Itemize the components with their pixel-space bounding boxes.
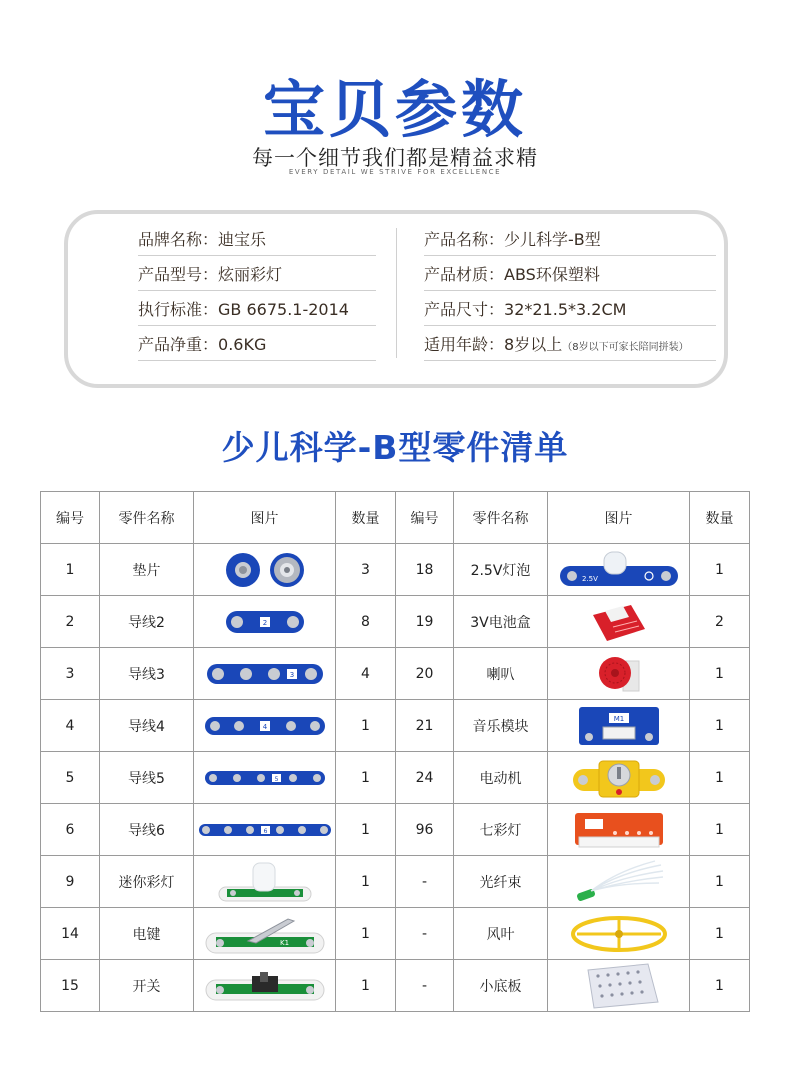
part-quantity: 1 xyxy=(690,960,750,1012)
part-image xyxy=(548,596,690,648)
param-label: 产品名称： xyxy=(424,230,505,249)
part-number: - xyxy=(396,856,454,908)
part-quantity: 1 xyxy=(336,908,396,960)
part-image xyxy=(194,648,336,700)
part-number: 19 xyxy=(396,596,454,648)
part-name: 导线6 xyxy=(100,804,194,856)
battery-box-icon xyxy=(579,599,659,645)
param-age xyxy=(424,332,716,361)
part-quantity: 1 xyxy=(336,960,396,1012)
table-row xyxy=(41,596,750,648)
part-image xyxy=(548,648,690,700)
table-row xyxy=(41,856,750,908)
part-image xyxy=(194,908,336,960)
part-quantity: 1 xyxy=(336,804,396,856)
header-cell: 数量 xyxy=(336,492,396,544)
key-label: K1 xyxy=(279,938,289,947)
part-quantity: 1 xyxy=(690,908,750,960)
part-name: 3V电池盒 xyxy=(454,596,548,648)
part-image xyxy=(194,700,336,752)
table-row xyxy=(41,700,750,752)
page-subtitle: 每一个细节我们都是精益求精 xyxy=(252,146,538,170)
mini-light-icon xyxy=(213,859,317,905)
part-quantity: 1 xyxy=(690,700,750,752)
table-row xyxy=(41,804,750,856)
part-number: 20 xyxy=(396,648,454,700)
part-name: 开关 xyxy=(100,960,194,1012)
param-value: 炫丽彩灯 xyxy=(218,265,283,284)
fiber-optic-icon xyxy=(569,859,669,905)
param-value: 0.6KG xyxy=(218,335,267,354)
param-label: 执行标准： xyxy=(138,300,219,319)
part-number: 15 xyxy=(41,960,100,1012)
part-quantity: 3 xyxy=(336,544,396,596)
part-quantity: 1 xyxy=(336,856,396,908)
bulb-icon xyxy=(554,548,684,592)
param-value: 8岁以上 xyxy=(504,335,563,354)
param-value: 32*21.5*3.2CM xyxy=(504,300,627,319)
part-number: 9 xyxy=(41,856,100,908)
header-cell: 图片 xyxy=(194,492,336,544)
part-quantity: 8 xyxy=(336,596,396,648)
part-image xyxy=(548,700,690,752)
part-quantity: 1 xyxy=(690,648,750,700)
motor-icon xyxy=(569,755,669,801)
param-product-name xyxy=(424,227,716,256)
header-cell: 图片 xyxy=(548,492,690,544)
part-name: 导线4 xyxy=(100,700,194,752)
header-cell: 编号 xyxy=(396,492,454,544)
part-quantity: 4 xyxy=(336,648,396,700)
param-standard xyxy=(138,297,376,326)
parts-table xyxy=(40,491,750,1012)
part-number: 5 xyxy=(41,752,100,804)
table-row xyxy=(41,960,750,1012)
param-label: 产品型号： xyxy=(138,265,219,284)
part-quantity: 1 xyxy=(690,544,750,596)
part-quantity: 1 xyxy=(690,752,750,804)
part-number: 24 xyxy=(396,752,454,804)
part-name: 光纤束 xyxy=(454,856,548,908)
table-row xyxy=(41,908,750,960)
wire-label: 3 xyxy=(289,670,294,679)
part-name: 电键 xyxy=(100,908,194,960)
header-cell: 数量 xyxy=(690,492,750,544)
part-quantity: 1 xyxy=(690,856,750,908)
param-value: 少儿科学-B型 xyxy=(504,230,601,249)
part-quantity: 1 xyxy=(336,752,396,804)
fan-blade-icon xyxy=(569,911,669,957)
table-row xyxy=(41,648,750,700)
part-name: 导线3 xyxy=(100,648,194,700)
part-number: 4 xyxy=(41,700,100,752)
seven-color-light-icon xyxy=(569,807,669,853)
param-brand xyxy=(138,227,376,256)
header-cell: 零件名称 xyxy=(454,492,548,544)
base-board-icon xyxy=(574,962,664,1010)
part-number: - xyxy=(396,960,454,1012)
part-number: 96 xyxy=(396,804,454,856)
part-quantity: 1 xyxy=(690,804,750,856)
param-value: ABS环保塑料 xyxy=(504,265,600,284)
param-note: （8岁以下可家长陪同拼装） xyxy=(562,342,689,353)
part-number: 1 xyxy=(41,544,100,596)
part-name: 迷你彩灯 xyxy=(100,856,194,908)
header-cell: 零件名称 xyxy=(100,492,194,544)
wire-3-icon xyxy=(203,654,327,694)
wire-label: 4 xyxy=(262,722,267,731)
header-cell: 编号 xyxy=(41,492,100,544)
part-number: - xyxy=(396,908,454,960)
wire-5-icon xyxy=(201,758,329,798)
speaker-icon xyxy=(579,651,659,697)
part-name: 2.5V灯泡 xyxy=(454,544,548,596)
part-number: 2 xyxy=(41,596,100,648)
param-size xyxy=(424,297,716,326)
bulb-label: 2.5V xyxy=(581,574,598,583)
part-image xyxy=(194,960,336,1012)
wire-6-icon xyxy=(197,810,333,850)
param-material xyxy=(424,262,716,291)
part-name: 垫片 xyxy=(100,544,194,596)
part-name: 导线5 xyxy=(100,752,194,804)
music-label: M1 xyxy=(613,714,624,723)
page-title: 宝贝参数 xyxy=(262,73,527,146)
part-image xyxy=(548,856,690,908)
part-name: 音乐模块 xyxy=(454,700,548,752)
part-name: 喇叭 xyxy=(454,648,548,700)
param-value: GB 6675.1-2014 xyxy=(218,300,349,319)
param-label: 产品尺寸： xyxy=(424,300,505,319)
part-image xyxy=(194,752,336,804)
part-number: 3 xyxy=(41,648,100,700)
part-quantity: 1 xyxy=(336,700,396,752)
wire-label: 5 xyxy=(274,775,278,783)
switch-icon xyxy=(202,964,328,1008)
param-label: 产品净重： xyxy=(138,335,219,354)
part-image xyxy=(548,804,690,856)
part-name: 导线2 xyxy=(100,596,194,648)
press-key-icon xyxy=(202,911,328,957)
param-model xyxy=(138,262,376,291)
music-module-icon xyxy=(571,703,667,749)
part-image xyxy=(194,804,336,856)
part-image xyxy=(548,752,690,804)
part-quantity: 2 xyxy=(690,596,750,648)
part-image xyxy=(194,856,336,908)
param-label: 产品材质： xyxy=(424,265,505,284)
part-image xyxy=(194,544,336,596)
table-row xyxy=(41,544,750,596)
table-header-row xyxy=(41,492,750,544)
parts-list-title: 少儿科学-B型零件清单 xyxy=(221,428,569,467)
part-image xyxy=(548,960,690,1012)
param-label: 品牌名称： xyxy=(138,230,219,249)
page-subtitle-english: EVERY DETAIL WE STRIVE FOR EXCELLENCE xyxy=(288,168,502,176)
part-number: 6 xyxy=(41,804,100,856)
wire-label: 2 xyxy=(262,618,267,627)
part-image xyxy=(548,908,690,960)
wire-2-icon xyxy=(220,602,310,642)
wire-4-icon xyxy=(201,706,329,746)
param-label: 适用年龄： xyxy=(424,335,505,354)
part-name: 小底板 xyxy=(454,960,548,1012)
part-number: 14 xyxy=(41,908,100,960)
part-number: 21 xyxy=(396,700,454,752)
parameter-divider xyxy=(396,228,397,358)
washer-icon xyxy=(205,548,325,592)
part-name: 电动机 xyxy=(454,752,548,804)
part-name: 风叶 xyxy=(454,908,548,960)
part-image xyxy=(548,544,690,596)
part-image xyxy=(194,596,336,648)
table-row xyxy=(41,752,750,804)
part-name: 七彩灯 xyxy=(454,804,548,856)
part-number: 18 xyxy=(396,544,454,596)
param-weight xyxy=(138,332,376,361)
wire-label: 6 xyxy=(263,827,267,835)
param-value: 迪宝乐 xyxy=(218,230,267,249)
